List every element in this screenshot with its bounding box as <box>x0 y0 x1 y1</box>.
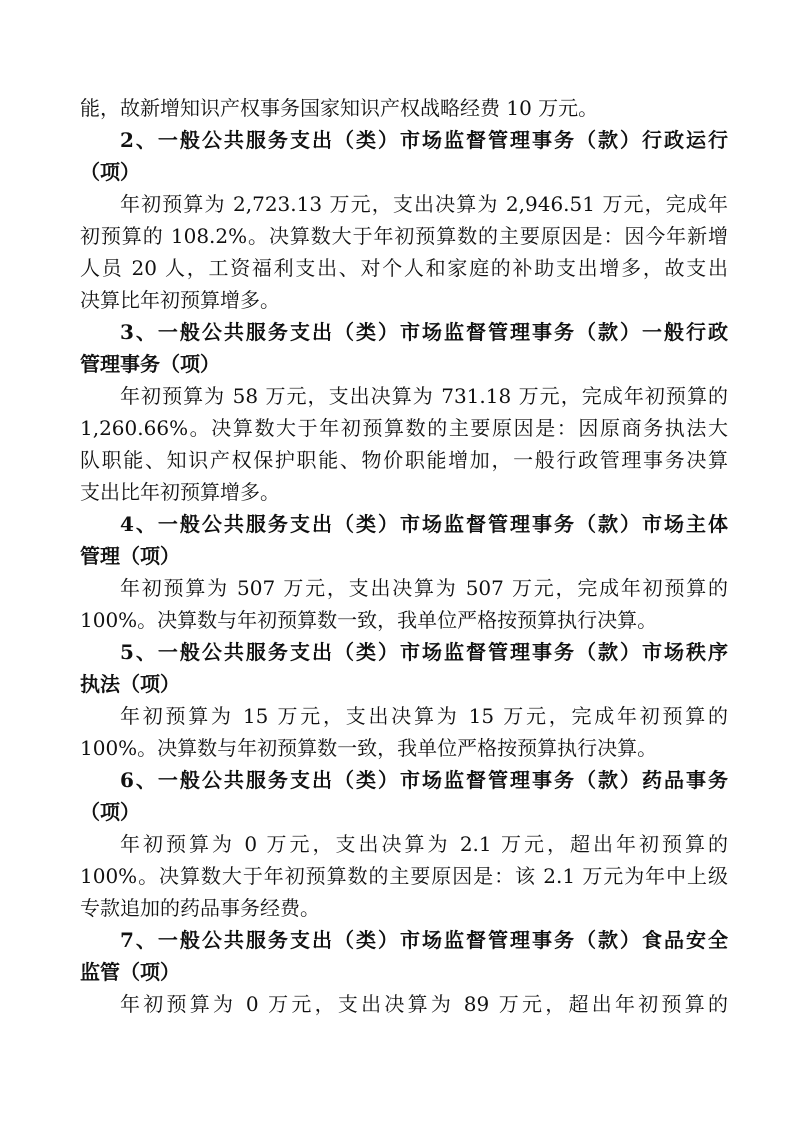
heading-line: （项） <box>80 800 140 824</box>
section-heading <box>80 636 728 700</box>
body-line: 年初预算为 0 万元，支出决算为 2.1 万元，超出年初预算的 <box>120 832 728 856</box>
body-line: 100%。决算数与年初预算数一致，我单位严格按预算执行决算。 <box>80 608 658 632</box>
heading-line: 监管（项） <box>80 960 180 984</box>
heading-line: 5、一般公共服务支出（类）市场监督管理事务（款）市场秩序 <box>120 640 728 664</box>
heading-line: 3、一般公共服务支出（类）市场监督管理事务（款）一般行政 <box>120 320 728 344</box>
body-line: 专款追加的药品事务经费。 <box>80 896 320 920</box>
heading-line: 4、一般公共服务支出（类）市场监督管理事务（款）市场主体 <box>120 512 728 536</box>
section-heading <box>80 924 728 988</box>
section-3 <box>80 316 728 508</box>
section-body <box>80 828 728 924</box>
document-page <box>80 92 728 1020</box>
section-2 <box>80 124 728 316</box>
body-line: 年初预算为 2,723.13 万元，支出决算为 2,946.51 万元，完成年 <box>120 192 728 216</box>
section-body <box>80 572 728 636</box>
section-body <box>80 380 728 508</box>
heading-line: 2、一般公共服务支出（类）市场监督管理事务（款）行政运行 <box>120 128 728 152</box>
body-line: 队职能、知识产权保护职能、物价职能增加，一般行政管理事务决算 <box>80 448 728 472</box>
section-heading <box>80 124 728 188</box>
section-heading <box>80 508 728 572</box>
section-heading <box>80 764 728 828</box>
body-line: 人员 20 人，工资福利支出、对个人和家庭的补助支出增多，故支出 <box>80 256 728 280</box>
heading-line: 管理事务（项） <box>80 352 220 376</box>
section-4 <box>80 508 728 636</box>
body-line: 年初预算为 15 万元，支出决算为 15 万元，完成年初预算的 <box>120 704 728 728</box>
section-body <box>80 988 728 1020</box>
body-line: 100%。决算数大于年初预算数的主要原因是：该 2.1 万元为年中上级 <box>80 864 728 888</box>
body-line: 年初预算为 58 万元，支出决算为 731.18 万元，完成年初预算的 <box>120 384 728 408</box>
heading-line: 6、一般公共服务支出（类）市场监督管理事务（款）药品事务 <box>120 768 728 792</box>
body-line: 初预算的 108.2%。决算数大于年初预算数的主要原因是：因今年新增 <box>80 224 728 248</box>
heading-line: 执法（项） <box>80 672 180 696</box>
body-line: 100%。决算数与年初预算数一致，我单位严格按预算执行决算。 <box>80 736 658 760</box>
section-body <box>80 700 728 764</box>
body-line: 年初预算为 507 万元，支出决算为 507 万元，完成年初预算的 <box>120 576 728 600</box>
body-line: 1,260.66%。决算数大于年初预算数的主要原因是：因原商务执法大 <box>80 416 728 440</box>
heading-line: 管理（项） <box>80 544 180 568</box>
sections-container <box>80 124 728 1020</box>
body-line: 支出比年初预算增多。 <box>80 480 280 504</box>
section-6 <box>80 764 728 924</box>
intro-line: 能，故新增知识产权事务国家知识产权战略经费 10 万元。 <box>80 96 599 120</box>
section-5 <box>80 636 728 764</box>
heading-line: （项） <box>80 160 140 184</box>
section-heading <box>80 316 728 380</box>
heading-line: 7、一般公共服务支出（类）市场监督管理事务（款）食品安全 <box>120 928 728 952</box>
body-line: 年初预算为 0 万元，支出决算为 89 万元，超出年初预算的 <box>120 992 728 1016</box>
body-line: 决算比年初预算增多。 <box>80 288 280 312</box>
section-7 <box>80 924 728 1020</box>
section-body <box>80 188 728 316</box>
